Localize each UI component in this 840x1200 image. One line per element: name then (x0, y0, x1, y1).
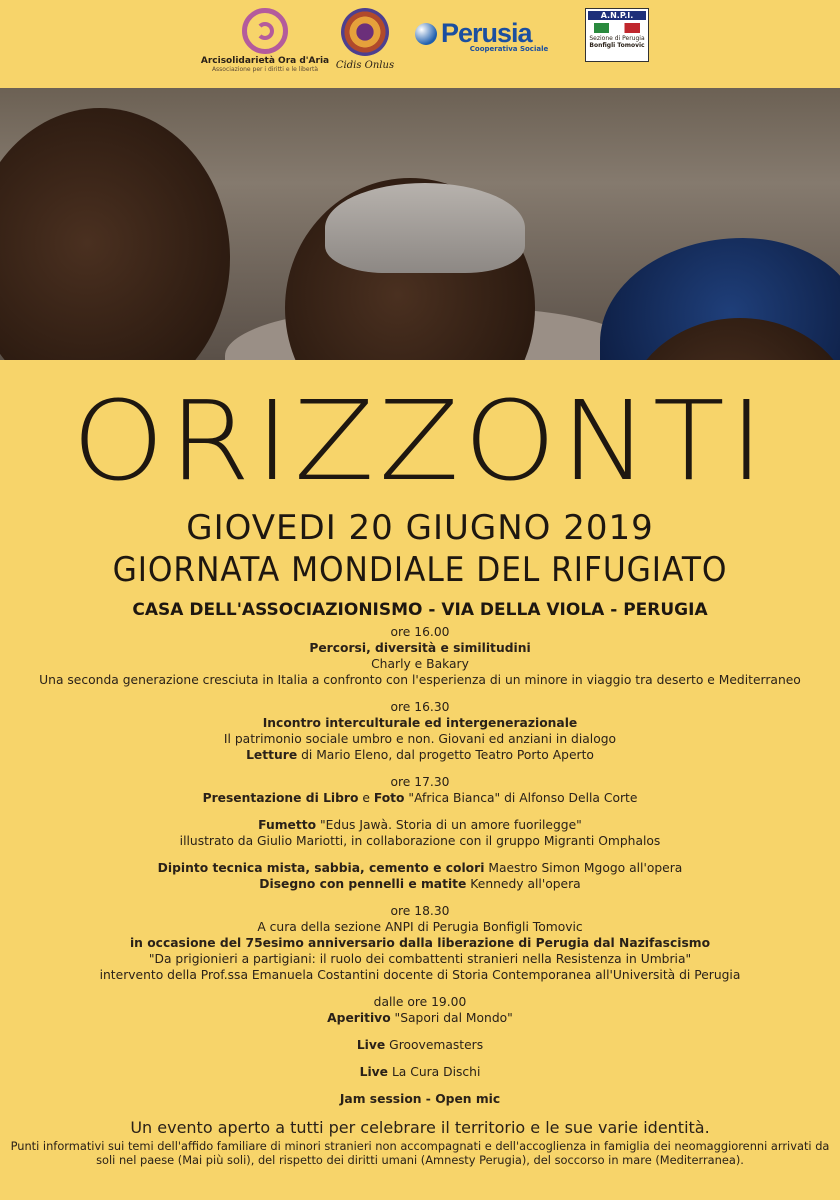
dipinto-label: Dipinto tecnica mista, sabbia, cemento e colori (157, 861, 485, 875)
event-title-line: Incontro interculturale ed intergenerazionale (262, 716, 578, 730)
time-label: ore 16.00 (390, 625, 450, 639)
and-text: e (358, 791, 374, 805)
live-label: Live (359, 1065, 389, 1079)
footer-info: Punti informativi sui temi dell'affido familiare di minori stranieri non accompagnati e dell'accoglienza in famiglia dei neomaggiorenni arrivati da soli nel paese (Mai più soli), del rispetto dei diritti umani (Amnesty Perugia), del soccorso in mare (Mediterranea). (10, 1139, 830, 1167)
disegno-text: Kennedy all'opera (466, 877, 581, 891)
cidis-name: Cidis Onlus (335, 60, 395, 71)
fumetto-label: Fumetto (258, 818, 317, 832)
arci-name: Arcisolidarietà Ora d'Aria (200, 56, 330, 66)
dipinto-text: Maestro Simon Mgogo all'opera (484, 861, 683, 875)
program-block-2 (0, 699, 840, 763)
disegno-label: Disegno con pennelli e matite (259, 877, 467, 891)
speaker-line: intervento della Prof.ssa Emanuela Costantini docente di Storia Contemporanea all'Università di Perugia (99, 968, 741, 982)
program-block-4 (0, 903, 840, 983)
event-title: ORIZZONTI (71, 377, 769, 505)
perusia-name: Perusia (441, 18, 532, 48)
program-block-fumetto (0, 817, 840, 849)
live-1 (0, 1037, 840, 1053)
program-block-art (0, 860, 840, 892)
arci-subtitle: Associazione per i diritti e le libertà (211, 66, 319, 73)
flag-icon (594, 23, 640, 33)
program-block-3 (0, 774, 840, 806)
presentation-text: "Africa Bianca" di Alfonso Della Corte (404, 791, 638, 805)
people-line: Charly e Bakary (371, 657, 469, 671)
jam-session: Jam session - Open mic (339, 1092, 501, 1106)
description-line: Il patrimonio sociale umbro e non. Giovani ed anziani in dialogo (223, 732, 617, 746)
anpi-logo (585, 8, 653, 62)
time-label: ore 16.30 (390, 700, 450, 714)
foto-label: Foto (373, 791, 405, 805)
disegno-line (0, 876, 840, 892)
globe-icon (415, 23, 437, 45)
live-label: Live (356, 1038, 386, 1052)
spiral-icon (242, 8, 288, 54)
letture-text: di Mario Eleno, dal progetto Teatro Porto Aperto (297, 748, 594, 762)
program (0, 624, 840, 1107)
anpi-line: A cura della sezione ANPI di Perugia Bonfigli Tomovic (257, 920, 583, 934)
cidis-logo (330, 8, 400, 71)
event-date: GIOVEDI 20 GIUGNO 2019 (186, 508, 654, 548)
perusia-logo (415, 8, 555, 53)
sponsor-logos-bar (0, 0, 840, 88)
presentation-label: Presentazione di Libro (202, 791, 359, 805)
photo-headscarf-center (325, 183, 525, 273)
live-2 (0, 1064, 840, 1080)
time-label: ore 18.30 (390, 904, 450, 918)
anpi-title: A.N.P.I. (588, 11, 646, 20)
description-line: Una seconda generazione cresciuta in Italia a confronto con l'esperienza di un minore in viaggio tra deserto e Mediterraneo (39, 673, 801, 687)
presentation-line (0, 790, 840, 806)
program-block-1 (0, 624, 840, 688)
live-band: Groovemasters (385, 1038, 484, 1052)
time-label: dalle ore 19.00 (373, 995, 467, 1009)
event-title-line: Percorsi, diversità e similitudini (309, 641, 531, 655)
fumetto-line (0, 817, 840, 833)
event-subtitle: GIORNATA MONDIALE DEL RIFUGIATO (112, 550, 728, 590)
fumetto-text: "Edus Jawà. Storia di un amore fuorilegge" (316, 818, 582, 832)
anniversary-line: in occasione del 75esimo anniversario dalla liberazione di Perugia dal Nazifascismo (129, 936, 711, 950)
photo-face-left (0, 108, 230, 360)
fumetto-credit: illustrato da Giulio Mariotti, in collaborazione con il gruppo Migranti Omphalos (179, 834, 661, 848)
anpi-line2: Bonfigli Tomovic (589, 42, 645, 50)
event-venue: CASA DELL'ASSOCIAZIONISMO - VIA DELLA VIOLA - PERUGIA (132, 600, 708, 620)
talk-title-line: "Da prigionieri a partigiani: il ruolo dei combattenti stranieri nella Resistenza in Umbria" (148, 952, 692, 966)
hero-photo (0, 88, 840, 360)
mandala-icon (341, 8, 389, 56)
aperitivo-text: "Sapori dal Mondo" (390, 1011, 513, 1025)
program-block-5 (0, 994, 840, 1026)
aperitivo-label: Aperitivo (327, 1011, 391, 1025)
anpi-line1: Sezione di Perugia (589, 35, 645, 43)
footer-tagline: Un evento aperto a tutti per celebrare il territorio e le sue varie identità. (130, 1118, 710, 1137)
arcisolidarieta-logo (185, 8, 345, 73)
letture-label: Letture (246, 748, 298, 762)
letture-line (0, 747, 840, 763)
dipinto-line (0, 860, 840, 876)
time-label: ore 17.30 (390, 775, 450, 789)
live-band: La Cura Dischi (388, 1065, 481, 1079)
perusia-subtitle: Cooperativa Sociale (469, 45, 549, 53)
aperitivo-line (0, 1010, 840, 1026)
